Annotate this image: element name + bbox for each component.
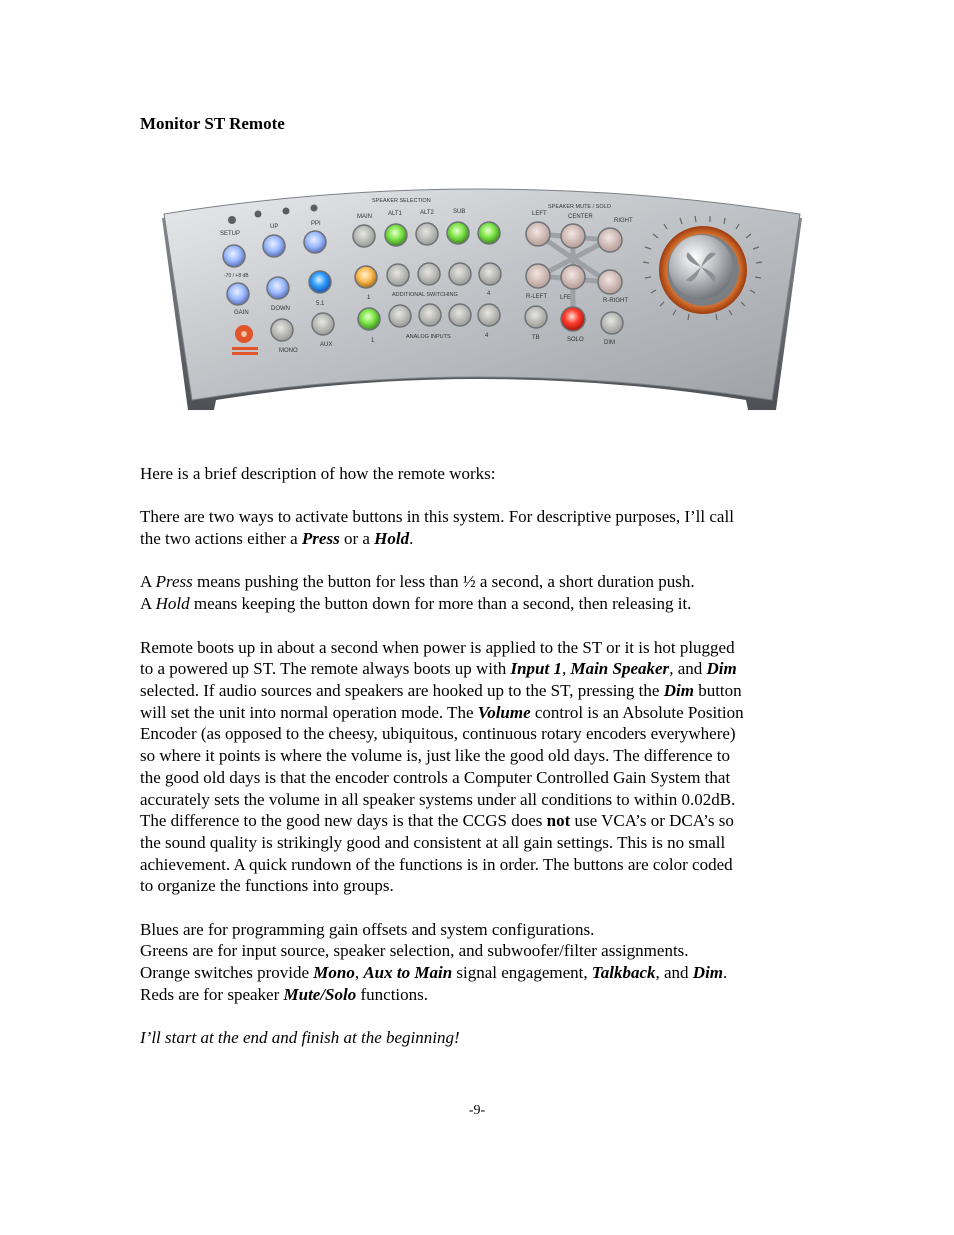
analog-input-2-button[interactable]: [389, 305, 411, 327]
analog-input-4-button[interactable]: [449, 304, 471, 326]
label-main: MAIN: [357, 214, 372, 220]
boot-line-9: The difference to the good new days is that the CCGS does not use VCA’s or DCA’s so: [140, 811, 734, 831]
additional-switch-3-button[interactable]: [418, 263, 440, 285]
lfe-speaker-button[interactable]: [561, 265, 585, 289]
label-r-left: R-LEFT: [526, 294, 547, 300]
analog-input-1-button[interactable]: [358, 308, 380, 330]
label-setup: SETUP: [220, 231, 241, 237]
hold-definition: A Hold means keeping the button down for more than a second, then releasing it.: [140, 594, 692, 614]
remote-photo: [148, 178, 812, 414]
additional-switch-2-button[interactable]: [387, 264, 409, 286]
r-right-speaker-button[interactable]: [598, 270, 622, 294]
solo-button[interactable]: [561, 307, 585, 331]
reds-line: Reds are for speaker Mute/Solo functions.: [140, 984, 429, 1004]
page-title: Monitor ST Remote: [140, 114, 285, 133]
page-number: -9-: [468, 1103, 486, 1118]
alt2-speaker-button[interactable]: [416, 223, 438, 245]
left-speaker-button[interactable]: [526, 222, 550, 246]
boot-line-12: to organize the functions into groups.: [140, 876, 394, 896]
boot-line-1: Remote boots up in about a second when power is applied to the ST or it is hot plugged: [140, 637, 735, 657]
boot-line-7: the good old days is that the encoder controls a Computer Controlled Gain System that: [140, 767, 731, 787]
label-left: LEFT: [532, 211, 547, 217]
gain-button[interactable]: [227, 283, 249, 305]
press-definition: A Press means pushing the button for less than ½ a second, a short duration push.: [140, 572, 695, 592]
label-additional-switching: ADDITIONAL SWITCHING: [392, 292, 458, 298]
additional-switch-1-button[interactable]: [355, 266, 377, 288]
orange-line: Orange switches provide Mono, Aux to Main signal engagement, Talkback, and Dim.: [140, 963, 728, 983]
analog-input-5-button[interactable]: [478, 304, 500, 326]
greens-line: Greens are for input source, speaker selection, and subwoofer/filter assignments.: [140, 941, 689, 961]
right-speaker-button[interactable]: [598, 228, 622, 252]
intro-paragraph: Here is a brief description of how the remote works:: [140, 464, 496, 483]
boot-line-6: so where it points is where the volume is, just like the good old days. The difference to: [140, 746, 731, 766]
label-one-a: 1: [367, 295, 371, 301]
press-term: Press: [301, 529, 340, 549]
speaker-extra-button[interactable]: [478, 222, 500, 244]
label-down: DOWN: [271, 306, 290, 312]
label-5-1: 5.1: [316, 301, 325, 307]
label-four-a: 4: [487, 291, 491, 297]
main-speaker-button[interactable]: [353, 225, 375, 247]
label-aux: AUX: [320, 342, 333, 348]
analog-input-3-button[interactable]: [419, 304, 441, 326]
additional-switch-5-button[interactable]: [479, 263, 501, 285]
label-speaker-mute-solo: SPEAKER MUTE / SOLO: [548, 204, 611, 210]
boot-line-11: achievement. A quick rundown of the functions is in order. The buttons are color coded: [140, 854, 733, 874]
additional-switch-4-button[interactable]: [449, 263, 471, 285]
label-gain-range: -70 / +8 dB: [224, 273, 249, 279]
blues-line: Blues are for programming gain offsets and system configurations.: [140, 919, 595, 939]
label-up: UP: [270, 224, 279, 230]
alt1-speaker-button[interactable]: [385, 224, 407, 246]
label-right: RIGHT: [614, 218, 633, 224]
closing-line: I’ll start at the end and finish at the beginning!: [140, 1028, 460, 1048]
five-one-button[interactable]: [309, 271, 331, 293]
body-text: [140, 463, 820, 1071]
label-mono: MONO: [279, 348, 298, 354]
mono-button[interactable]: [271, 319, 293, 341]
label-gain: GAIN: [234, 310, 249, 316]
setup-button[interactable]: [223, 245, 245, 267]
label-four-b: 4: [485, 333, 489, 339]
label-one-b: 1: [371, 338, 375, 344]
label-tb: TB: [532, 335, 540, 341]
label-speaker-selection: SPEAKER SELECTION: [372, 198, 431, 204]
down-button[interactable]: [267, 277, 289, 299]
label-alt1: ALT1: [388, 211, 402, 217]
ways-paragraph: [140, 506, 820, 549]
label-solo: SOLO: [567, 337, 584, 343]
up-button[interactable]: [263, 235, 285, 257]
label-dim: DIM: [604, 340, 615, 346]
label-ppi: PPI: [311, 221, 321, 227]
label-lfe: LFE: [560, 295, 572, 301]
boot-paragraph: [140, 637, 820, 897]
boot-line-10: the sound quality is strikingly good and consistent at all gain settings. This is no small: [140, 832, 726, 852]
ways-line-1: There are two ways to activate buttons in this system. For descriptive purposes, I’ll call: [140, 507, 734, 527]
label-analog-inputs: ANALOG INPUTS: [406, 334, 451, 340]
press-hold-paragraph: [140, 571, 820, 614]
color-groups-paragraph: [140, 919, 820, 1006]
sub-speaker-button[interactable]: [447, 222, 469, 244]
center-speaker-button[interactable]: [561, 224, 585, 248]
label-alt2: ALT2: [420, 210, 434, 216]
hold-term: Hold: [374, 529, 410, 549]
tb-button[interactable]: [525, 306, 547, 328]
label-r-right: R-RIGHT: [603, 298, 628, 304]
label-center: CENTER: [568, 214, 593, 220]
boot-line-2: to a powered up ST. The remote always boots up with Input 1, Main Speaker, and Dim: [140, 659, 737, 679]
ways-line-2: the two actions either a Press or a Hold.: [140, 529, 414, 549]
ppi-button[interactable]: [304, 231, 326, 253]
boot-line-8: accurately sets the volume in all speaker systems under all conditions to within 0.02dB.: [140, 789, 736, 809]
r-left-speaker-button[interactable]: [526, 264, 550, 288]
dim-button[interactable]: [601, 312, 623, 334]
boot-line-3: selected. If audio sources and speakers are hooked up to the ST, pressing the Dim button: [140, 680, 742, 700]
boot-line-4: will set the unit into normal operation mode. The Volume control is an Absolute Position: [140, 702, 744, 722]
boot-line-5: Encoder (as opposed to the cheesy, ubiquitous, continuous rotary encoders everywhere): [140, 724, 736, 744]
label-sub: SUB: [453, 209, 466, 215]
aux-button[interactable]: [312, 313, 334, 335]
